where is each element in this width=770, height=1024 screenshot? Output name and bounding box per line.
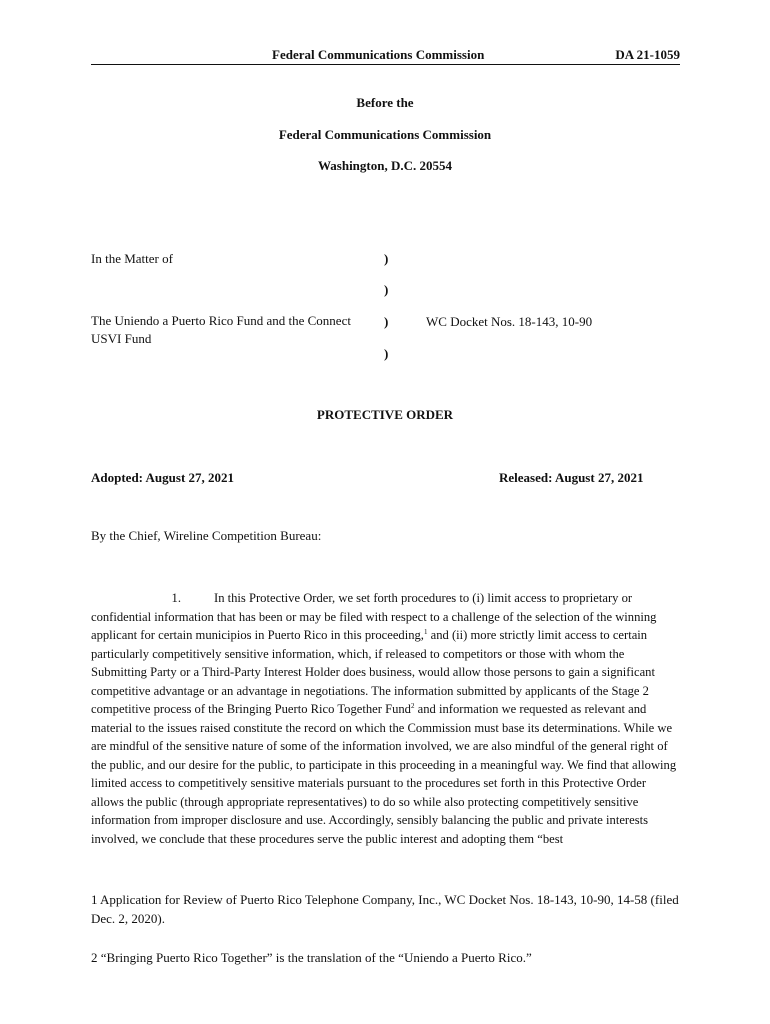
footnote-ref-1[interactable]: 1 <box>423 628 428 636</box>
header-doc-number: DA 21-1059 <box>615 47 680 62</box>
paragraph-text: and (ii) more strictly limit access to certain particularly competitively sensitive information, which, if released to competitors or those with whom the Submitting Party or a Third-Party Interest Holder does business, would allow those persons to gain a significant competitive advantage or an advantage in negotiations. The information submitted by applicants of the Stage 2 competitive process of the Bringing Puerto Rico Together Fund <box>91 628 655 716</box>
by-line: By the Chief, Wireline Competition Bureau: <box>91 528 322 543</box>
paragraph-number: 1. <box>171 591 181 605</box>
order-title: PROTECTIVE ORDER <box>316 407 454 422</box>
caption-paren: ) <box>384 346 389 361</box>
title-before: Before the <box>356 95 414 110</box>
footnote-2: 2 “Bringing Puerto Rico Together” is the translation of the “Uniendo a Puerto Rico.” <box>91 950 532 965</box>
case-name: The Uniendo a Puerto Rico Fund and the Connect USVI Fund <box>91 313 351 346</box>
paragraph-text: and information we requested as relevant and material to the issues raised constitute the record on which the Commission must base its determinations. While we are mindful of the sensitive nature of some of the information involved, we are also mindful of the general right of the public, and our desire for the public, to participate in this proceeding in a meaningful way. We find that allowing limited access to competitively sensitive materials pursuant to the procedures set forth in this Protective Order allows the public (through appropriate representatives) to do so while also protecting competitively sensitive information from improper disclosure and use. Accordingly, sensibly balancing the public and private interests involved, we conclude that these procedures serve the public interest and adopting them “best <box>91 702 677 846</box>
caption-paren: ) <box>384 314 389 329</box>
adopted-date: Adopted: August 27, 2021 <box>91 470 235 485</box>
in-the-matter-label: In the Matter of <box>91 251 173 266</box>
paragraph-text: In this Protective Order, we set forth procedures to (i) limit access to proprietary or confidential information that has been or may be filed with respect to a challenge of the selection of the winning applicant for certain municipios in Puerto Rico in this proceeding, <box>91 591 657 642</box>
released-date: Released: August 27, 2021 <box>499 470 644 485</box>
paragraph-1 <box>91 589 680 848</box>
header-agency: Federal Communications Commission <box>272 47 485 62</box>
title-agency: Federal Communications Commission <box>278 127 492 142</box>
caption-paren: ) <box>384 282 389 297</box>
title-address: Washington, D.C. 20554 <box>318 158 452 173</box>
caption-paren: ) <box>384 251 389 266</box>
docket-number: WC Docket Nos. 18-143, 10-90 <box>426 314 593 329</box>
running-header <box>91 46 680 65</box>
footnote-1: 1 Application for Review of Puerto Rico Telephone Company, Inc., WC Docket Nos. 18-143, 10-90, 14-58 (filed Dec. 2, 2020). <box>91 892 679 926</box>
footnote-ref-2[interactable]: 2 <box>410 702 415 710</box>
